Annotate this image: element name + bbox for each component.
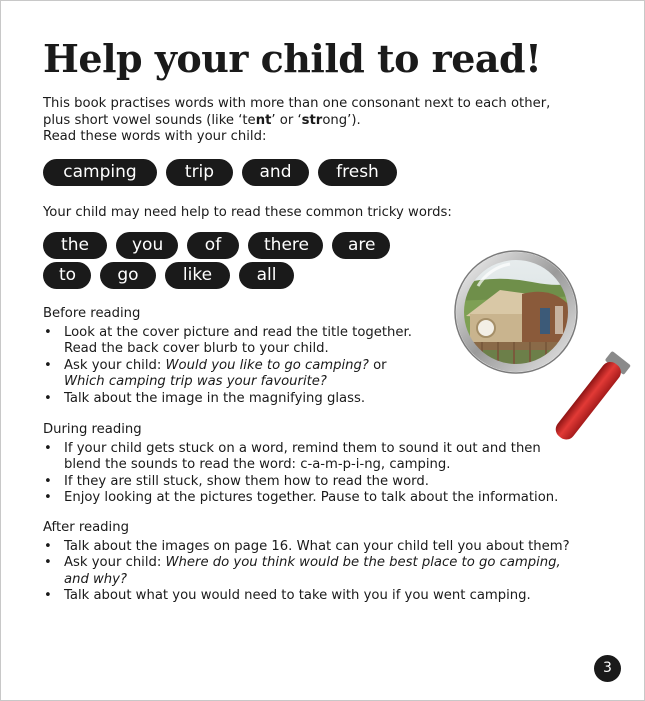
italic-text: and why? [64,571,127,587]
list-item [43,539,603,556]
bullet: • [44,324,52,340]
list-item-line: Read the back cover blurb to your child. [64,341,329,356]
text-run: Ask your child: [64,357,166,373]
word-pills [43,159,397,186]
tricky-word-pill: to [43,262,91,289]
tricky-word-pill: you [116,232,178,259]
list-item-line: blend the sounds to read the word: c-a-m-p-i-ng, camping. [64,457,451,472]
tricky-word-pill: of [187,232,239,259]
intro-bold-str: str [301,112,323,128]
tricky-words-label: Your child may need help to read these common tricky words: [43,205,452,220]
bullet: • [44,538,52,554]
list-item-line: Talk about the image in the magnifying glass. [64,390,366,406]
list-item [43,490,603,507]
italic-text: Which camping trip was your favourite? [64,374,327,389]
section-heading: During reading [43,422,142,437]
page-title: Help your child to read! [43,36,542,81]
list-item [43,474,603,491]
word-pill: and [242,159,309,186]
list-item [43,588,603,605]
text-run: or [368,357,387,373]
page-number: 3 [594,655,621,682]
bullet: • [44,490,52,505]
intro-line-2-part: ong’). [322,112,361,128]
list-item-line: Look at the cover picture and read the title together. [64,324,412,340]
magnifying-glass-icon [452,246,645,446]
tricky-pills-row-1 [43,232,390,259]
bullet: • [44,588,52,603]
section-heading: After reading [43,520,129,535]
list-item-line: If your child gets stuck on a word, remind them to sound it out and then [64,440,541,456]
text-run: Ask your child: [64,555,166,570]
intro-line-3: Read these words with your child: [43,129,267,144]
intro-line-2-part: ’ or ‘ [271,112,302,128]
list-item-line: If they are still stuck, show them how to read the word. [64,473,429,489]
magnifier-handle [551,351,631,445]
after-reading-section [43,520,603,605]
word-pill: fresh [318,159,397,186]
word-pill: trip [166,159,233,186]
tricky-word-pill: the [43,232,107,259]
intro-line-1: This book practises words with more than one consonant next to each other, [43,96,551,111]
tricky-pills-row-2 [43,262,294,289]
intro-line-2-part: plus short vowel sounds (like ‘te [43,112,256,128]
tricky-word-pill: go [100,262,156,289]
list-item-line: Talk about what you would need to take with you if you went camping. [64,588,531,603]
list-item-line [64,555,603,572]
word-pill: camping [43,159,157,186]
bullet: • [44,440,52,456]
campsite-photo [452,246,582,380]
intro-text [43,96,613,146]
italic-text: Would you like to go camping? [165,357,369,373]
tricky-word-pill: are [332,232,390,259]
list-item [43,555,603,588]
bullet: • [44,357,52,373]
list-item-line: Enjoy looking at the pictures together. Pause to talk about the information. [64,490,559,505]
tricky-word-pill: all [239,262,294,289]
section-heading: Before reading [43,306,141,321]
bullet: • [44,390,52,406]
list-item-line: Talk about the images on page 16. What can your child tell you about them? [64,538,570,554]
bullet: • [44,473,52,489]
bullet: • [44,555,52,570]
intro-bold-nt: nt [255,112,272,128]
tricky-word-pill: like [165,262,230,289]
italic-text: Where do you think would be the best place to go camping, [165,555,561,570]
intro-line-2 [43,113,613,130]
tricky-word-pill: there [248,232,323,259]
